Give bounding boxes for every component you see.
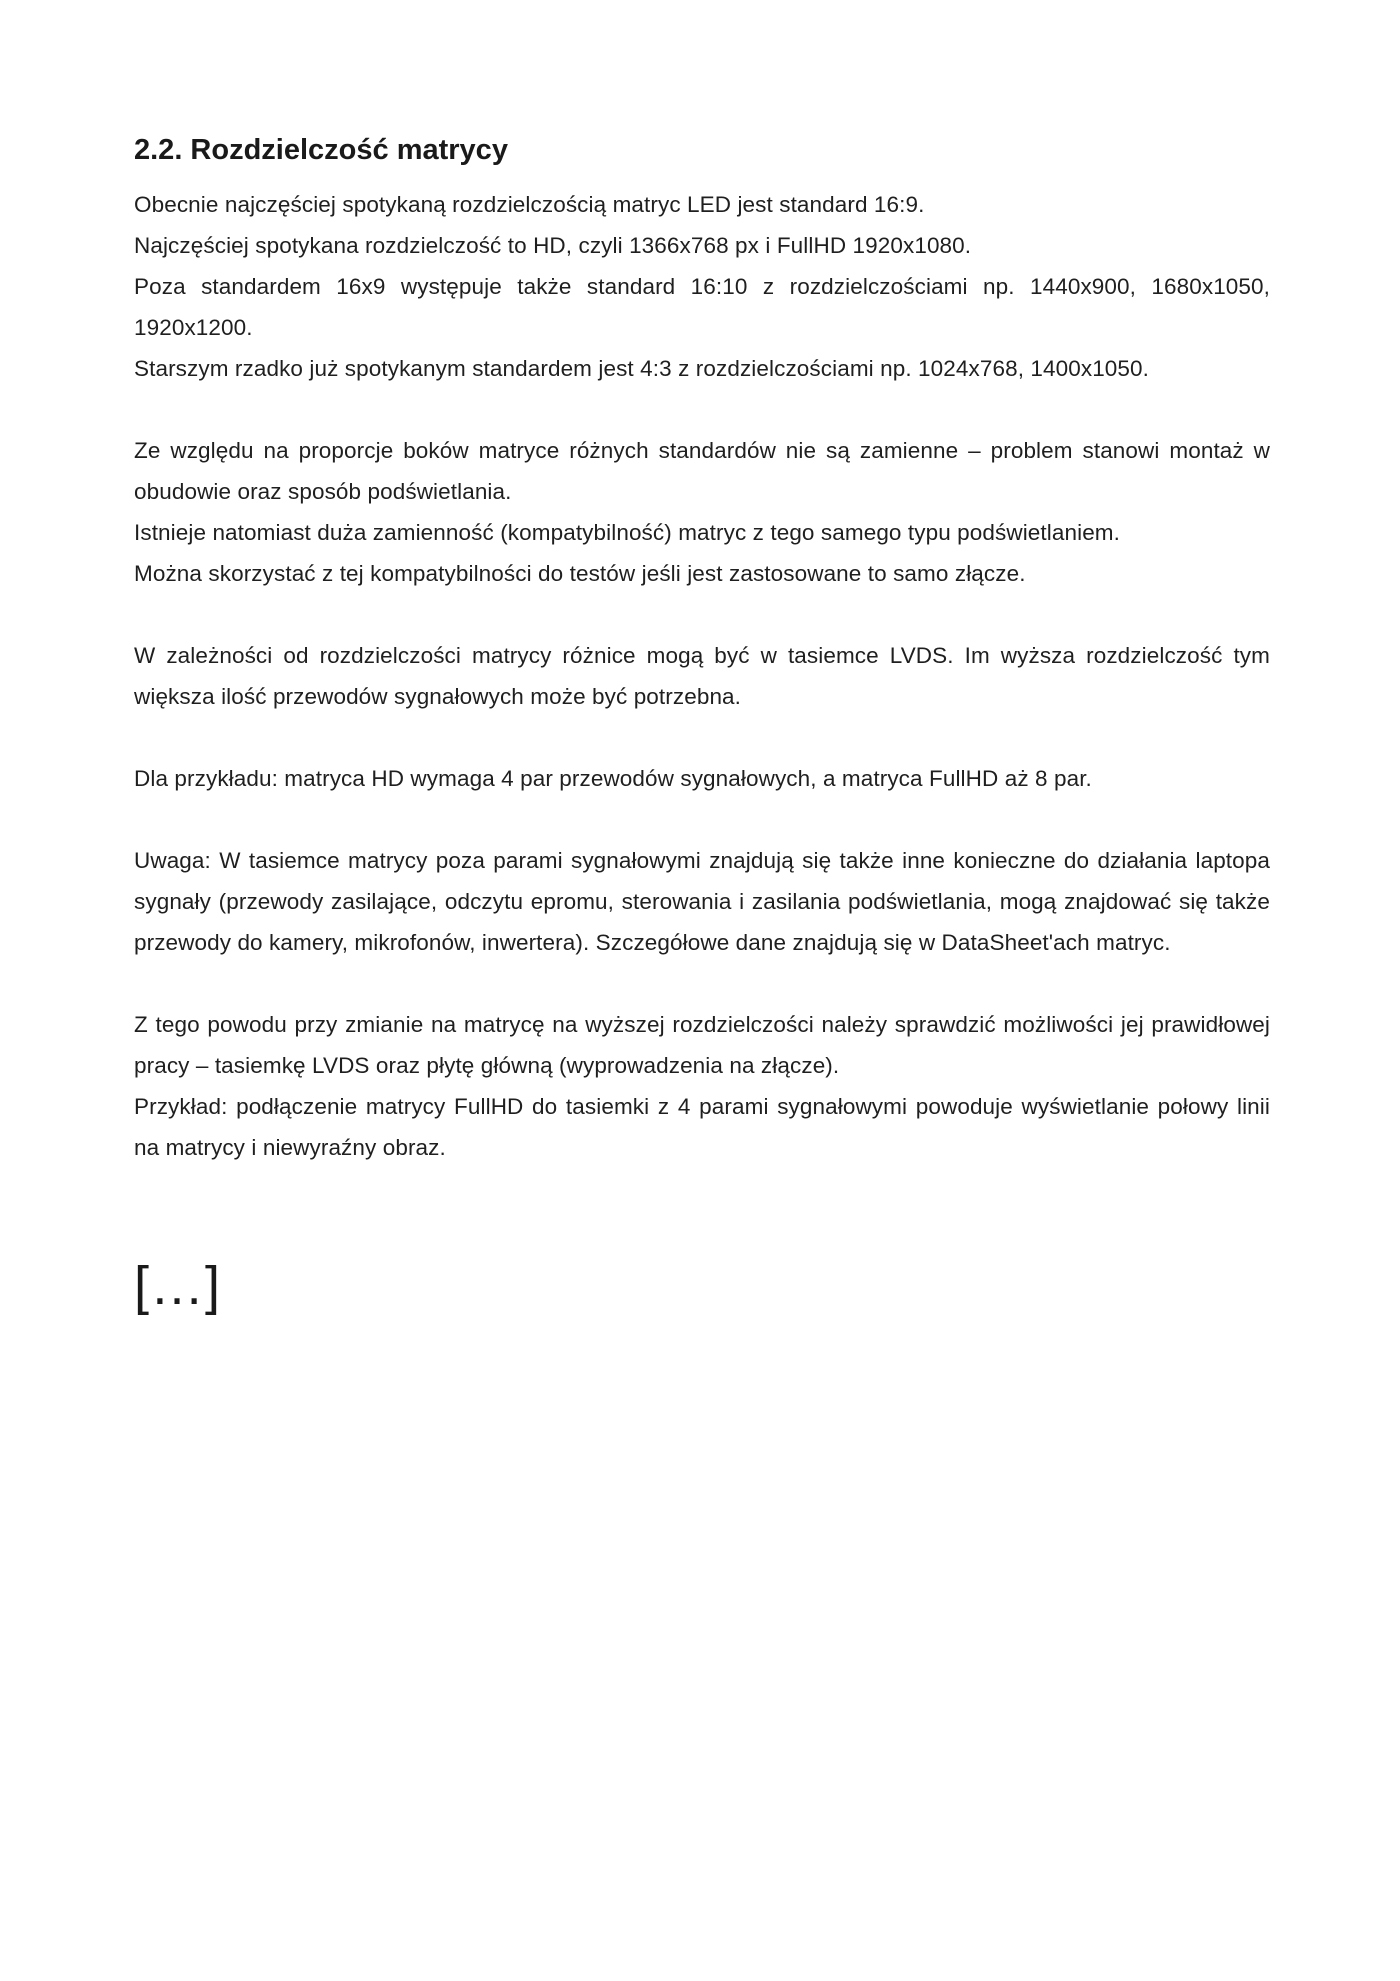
paragraph-line: Istnieje natomiast duża zamienność (kompatybilność) matryc z tego samego typu podświetlaniem. — [134, 520, 1121, 545]
section-heading: 2.2. Rozdzielczość matrycy — [134, 134, 508, 166]
paragraph-line: Dla przykładu: matryca HD wymaga 4 par przewodów sygnałowych, a matryca FullHD aż 8 par. — [134, 766, 1092, 791]
paragraph-spacer — [134, 594, 1270, 635]
paragraph-line: Można skorzystać z tej kompatybilności do testów jeśli jest zastosowane to samo złącze. — [134, 561, 1026, 586]
paragraph-lvds — [134, 635, 1270, 717]
paragraph-upgrade — [134, 1004, 1270, 1168]
omission-marker: […] — [134, 1256, 222, 1316]
paragraph-spacer — [134, 963, 1270, 1004]
paragraph-line: Poza standardem 16x9 występuje także standard 16:10 z rozdzielczościami np. 1440x900, 1680x1050, 1920x1200. — [134, 274, 1270, 340]
paragraph-note — [134, 840, 1270, 963]
paragraph-spacer — [134, 799, 1270, 840]
paragraph-line: Obecnie najczęściej spotykaną rozdzielczością matryc LED jest standard 16:9. — [134, 192, 925, 217]
paragraph-line: Z tego powodu przy zmianie na matrycę na wyższej rozdzielczości należy sprawdzić możliwości jej prawidłowej pracy – tasiemkę LVDS oraz płytę główną (wyprowadzenia na złącze). — [134, 1012, 1270, 1078]
paragraph-spacer — [134, 389, 1270, 430]
document-page — [134, 130, 1270, 1316]
paragraph-spacer — [134, 717, 1270, 758]
paragraph-example — [134, 758, 1270, 799]
paragraph-resolution-standards — [134, 184, 1270, 389]
paragraph-compatibility — [134, 430, 1270, 594]
paragraph-line: Przykład: podłączenie matrycy FullHD do tasiemki z 4 parami sygnałowymi powoduje wyświetlanie połowy linii na matrycy i niewyraźny obraz. — [134, 1094, 1270, 1160]
paragraph-line: Najczęściej spotykana rozdzielczość to HD, czyli 1366x768 px i FullHD 1920x1080. — [134, 233, 972, 258]
paragraph-line: Uwaga: W tasiemce matrycy poza parami sygnałowymi znajdują się także inne konieczne do działania laptopa sygnały (przewody zasilające, odczytu epromu, sterowania i zasilania podświetlania, mogą znajdować się także przewody do kamery, mikrofonów, inwertera). Szczegółowe dane znajdują się w DataSheet'ach matryc. — [134, 848, 1270, 955]
paragraph-line: W zależności od rozdzielczości matrycy różnice mogą być w tasiemce LVDS. Im wyższa rozdzielczość tym większa ilość przewodów sygnałowych może być potrzebna. — [134, 643, 1270, 709]
paragraph-line: Ze względu na proporcje boków matryce różnych standardów nie są zamienne – problem stanowi montaż w obudowie oraz sposób podświetlania. — [134, 438, 1270, 504]
paragraph-line: Starszym rzadko już spotykanym standardem jest 4:3 z rozdzielczościami np. 1024x768, 1400x1050. — [134, 356, 1150, 381]
